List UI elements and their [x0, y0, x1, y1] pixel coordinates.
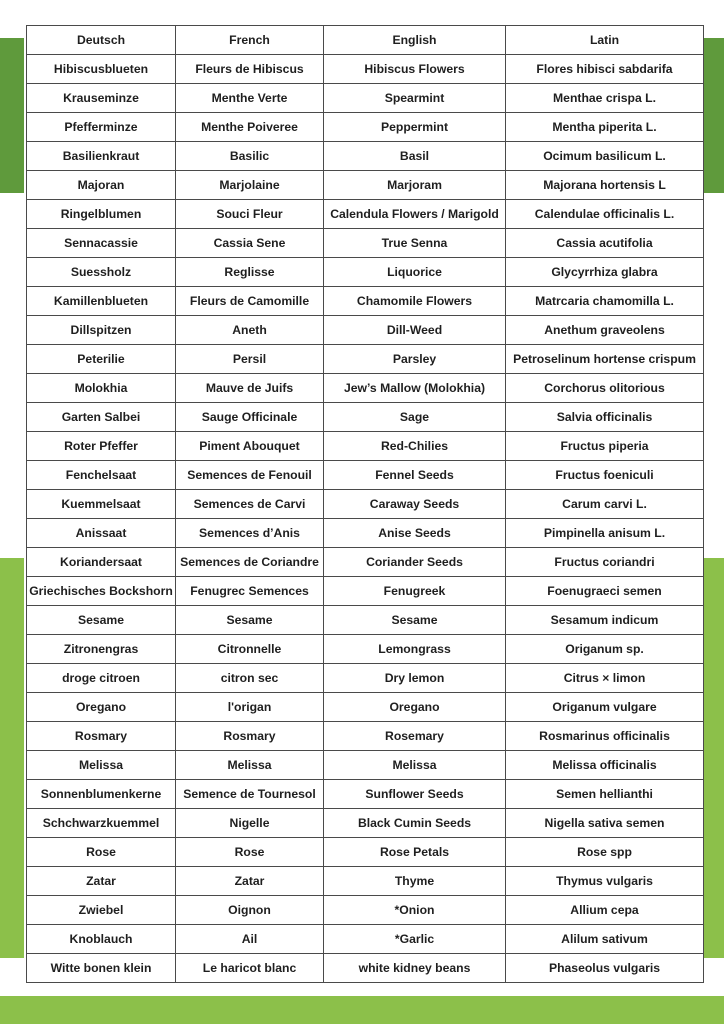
cell-french: Semences de Coriandre — [176, 548, 324, 577]
cell-english: Dry lemon — [324, 664, 506, 693]
cell-french: Reglisse — [176, 258, 324, 287]
table-row — [27, 780, 704, 809]
cell-english: Basil — [324, 142, 506, 171]
herb-translation-sheet — [26, 25, 703, 983]
cell-latin: Fructus piperia — [506, 432, 704, 461]
table-row — [27, 374, 704, 403]
cell-english: Hibiscus Flowers — [324, 55, 506, 84]
cell-deutsch: Dillspitzen — [27, 316, 176, 345]
cell-latin: Foenugraeci semen — [506, 577, 704, 606]
table-row — [27, 490, 704, 519]
cell-latin: Phaseolus vulgaris — [506, 954, 704, 983]
cell-latin: Glycyrrhiza glabra — [506, 258, 704, 287]
cell-english: Oregano — [324, 693, 506, 722]
table-row — [27, 867, 704, 896]
table-row — [27, 954, 704, 983]
herb-translation-table — [26, 25, 704, 983]
cell-latin: Citrus × limon — [506, 664, 704, 693]
cell-deutsch: Knoblauch — [27, 925, 176, 954]
cell-deutsch: Kamillenblueten — [27, 287, 176, 316]
table-row — [27, 461, 704, 490]
cell-deutsch: droge citroen — [27, 664, 176, 693]
cell-french: Aneth — [176, 316, 324, 345]
cell-deutsch: Kuemmelsaat — [27, 490, 176, 519]
cell-french: l'origan — [176, 693, 324, 722]
cell-english: Sesame — [324, 606, 506, 635]
cell-deutsch: Koriandersaat — [27, 548, 176, 577]
cell-latin: Sesamum indicum — [506, 606, 704, 635]
cell-french: Persil — [176, 345, 324, 374]
right-accent-bar-top — [704, 38, 724, 193]
cell-english: True Senna — [324, 229, 506, 258]
cell-deutsch: Witte bonen klein — [27, 954, 176, 983]
table-row — [27, 838, 704, 867]
cell-deutsch: Zwiebel — [27, 896, 176, 925]
table-row — [27, 316, 704, 345]
cell-deutsch: Sennacassie — [27, 229, 176, 258]
cell-latin: Matrcaria chamomilla L. — [506, 287, 704, 316]
cell-latin: Corchorus olitorious — [506, 374, 704, 403]
cell-french: Mauve de Juifs — [176, 374, 324, 403]
cell-french: Sesame — [176, 606, 324, 635]
table-row — [27, 142, 704, 171]
cell-deutsch: Krauseminze — [27, 84, 176, 113]
cell-deutsch: Zatar — [27, 867, 176, 896]
cell-french: Nigelle — [176, 809, 324, 838]
cell-french: Marjolaine — [176, 171, 324, 200]
cell-english: Melissa — [324, 751, 506, 780]
cell-english: Calendula Flowers / Marigold — [324, 200, 506, 229]
cell-french: Semence de Tournesol — [176, 780, 324, 809]
table-row — [27, 171, 704, 200]
cell-latin: Alilum sativum — [506, 925, 704, 954]
cell-deutsch: Molokhia — [27, 374, 176, 403]
cell-deutsch: Fenchelsaat — [27, 461, 176, 490]
cell-english: Red-Chilies — [324, 432, 506, 461]
cell-french: Sauge Officinale — [176, 403, 324, 432]
cell-french: Fleurs de Camomille — [176, 287, 324, 316]
cell-french: Rosmary — [176, 722, 324, 751]
cell-latin: Mentha piperita L. — [506, 113, 704, 142]
cell-english: Sunflower Seeds — [324, 780, 506, 809]
cell-french: Souci Fleur — [176, 200, 324, 229]
header-cell-deutsch: Deutsch — [27, 26, 176, 55]
table-row — [27, 229, 704, 258]
table-row — [27, 403, 704, 432]
header-cell-english: English — [324, 26, 506, 55]
cell-latin: Allium cepa — [506, 896, 704, 925]
cell-deutsch: Griechisches Bockshorn — [27, 577, 176, 606]
table-header-row — [27, 26, 704, 55]
cell-deutsch: Zitronengras — [27, 635, 176, 664]
cell-latin: Pimpinella anisum L. — [506, 519, 704, 548]
cell-french: Menthe Poiveree — [176, 113, 324, 142]
cell-french: Melissa — [176, 751, 324, 780]
cell-english: Chamomile Flowers — [324, 287, 506, 316]
cell-deutsch: Basilienkraut — [27, 142, 176, 171]
cell-english: Fennel Seeds — [324, 461, 506, 490]
cell-french: Citronnelle — [176, 635, 324, 664]
cell-latin: Rosmarinus officinalis — [506, 722, 704, 751]
cell-deutsch: Melissa — [27, 751, 176, 780]
table-row — [27, 113, 704, 142]
table-row — [27, 722, 704, 751]
cell-deutsch: Ringelblumen — [27, 200, 176, 229]
cell-english: Anise Seeds — [324, 519, 506, 548]
cell-english: Caraway Seeds — [324, 490, 506, 519]
cell-french: citron sec — [176, 664, 324, 693]
cell-french: Fenugrec Semences — [176, 577, 324, 606]
cell-english: Rosemary — [324, 722, 506, 751]
cell-deutsch: Schchwarzkuemmel — [27, 809, 176, 838]
cell-french: Fleurs de Hibiscus — [176, 55, 324, 84]
table-row — [27, 664, 704, 693]
cell-latin: Origanum sp. — [506, 635, 704, 664]
cell-english: Liquorice — [324, 258, 506, 287]
cell-latin: Semen hellianthi — [506, 780, 704, 809]
cell-deutsch: Garten Salbei — [27, 403, 176, 432]
table-row — [27, 693, 704, 722]
table-row — [27, 896, 704, 925]
cell-deutsch: Suessholz — [27, 258, 176, 287]
cell-latin: Petroselinum hortense crispum — [506, 345, 704, 374]
cell-latin: Cassia acutifolia — [506, 229, 704, 258]
cell-latin: Rose spp — [506, 838, 704, 867]
table-row — [27, 635, 704, 664]
right-accent-bar-bottom — [704, 558, 724, 958]
left-accent-bar-top — [0, 38, 24, 193]
cell-deutsch: Hibiscusblueten — [27, 55, 176, 84]
header-cell-french: French — [176, 26, 324, 55]
cell-english: *Garlic — [324, 925, 506, 954]
cell-english: Marjoram — [324, 171, 506, 200]
cell-french: Cassia Sene — [176, 229, 324, 258]
cell-french: Piment Abouquet — [176, 432, 324, 461]
cell-latin: Thymus vulgaris — [506, 867, 704, 896]
cell-deutsch: Anissaat — [27, 519, 176, 548]
header-cell-latin: Latin — [506, 26, 704, 55]
cell-deutsch: Majoran — [27, 171, 176, 200]
table-row — [27, 345, 704, 374]
table-row — [27, 606, 704, 635]
cell-latin: Majorana hortensis L — [506, 171, 704, 200]
table-row — [27, 577, 704, 606]
table-row — [27, 287, 704, 316]
cell-english: Fenugreek — [324, 577, 506, 606]
cell-deutsch: Sesame — [27, 606, 176, 635]
cell-english: Spearmint — [324, 84, 506, 113]
cell-english: Black Cumin Seeds — [324, 809, 506, 838]
cell-french: Semences de Carvi — [176, 490, 324, 519]
table-row — [27, 432, 704, 461]
table-row — [27, 519, 704, 548]
cell-french: Semences d’Anis — [176, 519, 324, 548]
cell-english: Jew’s Mallow (Molokhia) — [324, 374, 506, 403]
table-row — [27, 548, 704, 577]
cell-english: Dill-Weed — [324, 316, 506, 345]
cell-deutsch: Roter Pfeffer — [27, 432, 176, 461]
cell-deutsch: Pfefferminze — [27, 113, 176, 142]
cell-latin: Menthae crispa L. — [506, 84, 704, 113]
cell-french: Zatar — [176, 867, 324, 896]
cell-deutsch: Rosmary — [27, 722, 176, 751]
cell-french: Oignon — [176, 896, 324, 925]
cell-french: Rose — [176, 838, 324, 867]
cell-latin: Fructus coriandri — [506, 548, 704, 577]
cell-latin: Calendulae officinalis L. — [506, 200, 704, 229]
cell-english: Thyme — [324, 867, 506, 896]
table-row — [27, 55, 704, 84]
cell-latin: Carum carvi L. — [506, 490, 704, 519]
cell-english: Sage — [324, 403, 506, 432]
cell-french: Ail — [176, 925, 324, 954]
cell-french: Basilic — [176, 142, 324, 171]
left-accent-bar-bottom — [0, 558, 24, 958]
cell-french: Le haricot blanc — [176, 954, 324, 983]
cell-deutsch: Sonnenblumenkerne — [27, 780, 176, 809]
cell-english: Lemongrass — [324, 635, 506, 664]
cell-latin: Melissa officinalis — [506, 751, 704, 780]
cell-english: white kidney beans — [324, 954, 506, 983]
cell-deutsch: Peterilie — [27, 345, 176, 374]
cell-latin: Flores hibisci sabdarifa — [506, 55, 704, 84]
cell-deutsch: Rose — [27, 838, 176, 867]
cell-english: *Onion — [324, 896, 506, 925]
table-row — [27, 84, 704, 113]
table-row — [27, 200, 704, 229]
bottom-footer-band — [0, 996, 724, 1024]
cell-english: Coriander Seeds — [324, 548, 506, 577]
table-row — [27, 751, 704, 780]
table-row — [27, 809, 704, 838]
cell-latin: Salvia officinalis — [506, 403, 704, 432]
table-row — [27, 258, 704, 287]
cell-latin: Ocimum basilicum L. — [506, 142, 704, 171]
cell-english: Peppermint — [324, 113, 506, 142]
table-row — [27, 925, 704, 954]
cell-english: Rose Petals — [324, 838, 506, 867]
cell-latin: Fructus foeniculi — [506, 461, 704, 490]
cell-french: Menthe Verte — [176, 84, 324, 113]
cell-french: Semences de Fenouil — [176, 461, 324, 490]
cell-latin: Origanum vulgare — [506, 693, 704, 722]
cell-deutsch: Oregano — [27, 693, 176, 722]
cell-latin: Anethum graveolens — [506, 316, 704, 345]
cell-english: Parsley — [324, 345, 506, 374]
cell-latin: Nigella sativa semen — [506, 809, 704, 838]
